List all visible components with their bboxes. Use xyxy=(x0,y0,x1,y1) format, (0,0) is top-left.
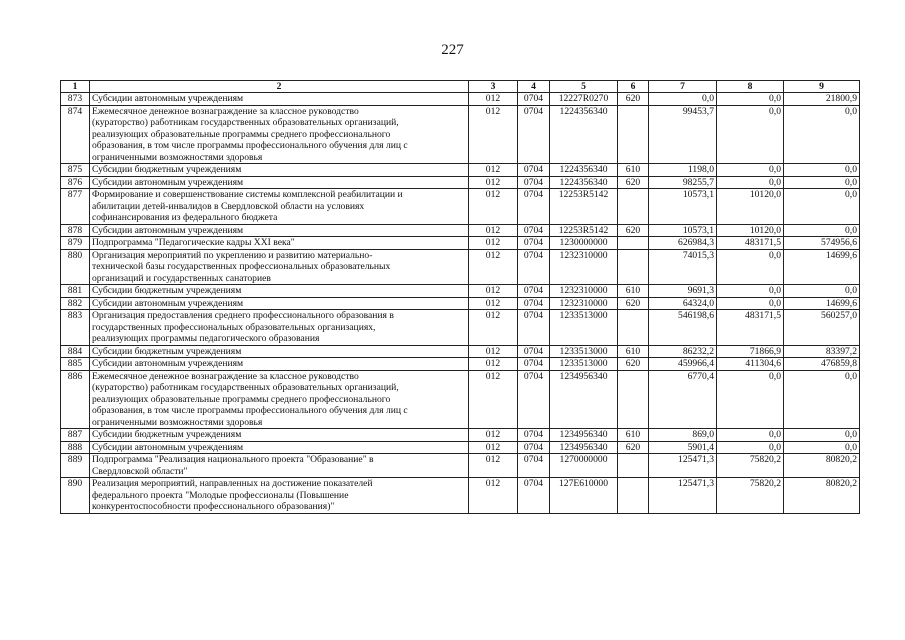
target-article-code: 1234956340 xyxy=(550,370,618,429)
amount-year-3: 0,0 xyxy=(784,176,860,189)
expense-type-code xyxy=(618,370,649,429)
row-number: 875 xyxy=(61,164,90,177)
row-name-text: Реализация мероприятий, направленных на достижение показателей федерального проекта "Молодые профессионалы (Повышение конкурентоспособности профессионального образования)" xyxy=(92,478,373,512)
amount-year-3: 0,0 xyxy=(784,285,860,298)
row-name xyxy=(90,454,469,478)
expense-type-code xyxy=(618,189,649,225)
ministry-code: 012 xyxy=(469,358,518,371)
amount-year-2: 0,0 xyxy=(717,176,784,189)
table-row xyxy=(61,237,860,250)
row-name-text: Организация предоставления среднего профессионального образования в государственных профессиональных образовательных организациях, реализующих программы педагогического образования xyxy=(92,310,394,344)
amount-year-3: 476859,8 xyxy=(784,358,860,371)
section-code: 0704 xyxy=(518,370,550,429)
column-header-8: 8 xyxy=(717,81,784,93)
row-number: 890 xyxy=(61,478,90,514)
section-code: 0704 xyxy=(518,429,550,442)
target-article-code: 12253R5142 xyxy=(550,189,618,225)
target-article-code: 1224356340 xyxy=(550,176,618,189)
row-name-text: Субсидии бюджетным учреждениям xyxy=(92,345,242,357)
ministry-code: 012 xyxy=(469,93,518,106)
row-name-text: Субсидии бюджетным учреждениям xyxy=(92,285,242,296)
row-name-text: Ежемесячное денежное вознаграждение за классное руководство (кураторство) работникам государственных образовательных организаций, реализующих образовательные программы среднего профессионального образования, в том числе программы профессионального обучения для лиц с ограниченными возможностями здоровья xyxy=(92,370,408,428)
amount-year-1: 546198,6 xyxy=(649,310,717,346)
row-name xyxy=(90,285,469,298)
column-header-7: 7 xyxy=(649,81,717,93)
ministry-code: 012 xyxy=(469,454,518,478)
amount-year-3: 0,0 xyxy=(784,224,860,237)
amount-year-1: 64324,0 xyxy=(649,297,717,310)
target-article-code: 1232310000 xyxy=(550,285,618,298)
amount-year-3: 21800,9 xyxy=(784,93,860,106)
row-name xyxy=(90,249,469,285)
row-name-text: Формирование и совершенствование системы комплексной реабилитации и абилитации детей-инвалидов в Свердловской области на условиях софинансирования из федерального бюджета xyxy=(92,189,403,223)
row-name xyxy=(90,358,469,371)
row-name-text: Подпрограмма "Педагогические кадры XXI века" xyxy=(92,237,295,248)
section-code: 0704 xyxy=(518,249,550,285)
row-name-text: Подпрограмма "Реализация национального проекта "Образование" в Свердловской области" xyxy=(92,454,374,477)
row-number: 874 xyxy=(61,105,90,164)
target-article-code: 1270000000 xyxy=(550,454,618,478)
row-number: 886 xyxy=(61,370,90,429)
table-body xyxy=(61,93,860,514)
row-name-text: Субсидии автономным учреждениям xyxy=(92,358,244,369)
table-row xyxy=(61,310,860,346)
amount-year-1: 10573,1 xyxy=(649,189,717,225)
amount-year-3: 0,0 xyxy=(784,164,860,177)
expense-type-code: 620 xyxy=(618,224,649,237)
section-code: 0704 xyxy=(518,285,550,298)
amount-year-1: 9691,3 xyxy=(649,285,717,298)
target-article-code: 1233513000 xyxy=(550,345,618,358)
target-article-code: 1234956340 xyxy=(550,429,618,442)
amount-year-1: 98255,7 xyxy=(649,176,717,189)
amount-year-1: 10573,1 xyxy=(649,224,717,237)
row-number: 882 xyxy=(61,297,90,310)
row-name-text: Ежемесячное денежное вознаграждение за классное руководство (кураторство) работникам государственных образовательных организаций, реализующих образовательные программы среднего профессионального образования, в том числе программы профессионального обучения для лиц с ограниченными возможностями здоровья xyxy=(92,105,408,163)
section-code: 0704 xyxy=(518,345,550,358)
expense-type-code: 620 xyxy=(618,297,649,310)
section-code: 0704 xyxy=(518,93,550,106)
table-row xyxy=(61,176,860,189)
row-number: 873 xyxy=(61,93,90,106)
row-name xyxy=(90,164,469,177)
amount-year-3: 560257,0 xyxy=(784,310,860,346)
expense-type-code xyxy=(618,105,649,164)
column-header-5: 5 xyxy=(550,81,618,93)
amount-year-2: 75820,2 xyxy=(717,478,784,514)
amount-year-3: 14699,6 xyxy=(784,297,860,310)
target-article-code: 1230000000 xyxy=(550,237,618,250)
table-row xyxy=(61,189,860,225)
column-header-2: 2 xyxy=(90,81,469,93)
row-number: 887 xyxy=(61,429,90,442)
table-row xyxy=(61,370,860,429)
row-name xyxy=(90,237,469,250)
row-name xyxy=(90,93,469,106)
ministry-code: 012 xyxy=(469,164,518,177)
row-name xyxy=(90,224,469,237)
row-name-text: Субсидии автономным учреждениям xyxy=(92,176,244,188)
expense-type-code: 610 xyxy=(618,429,649,442)
amount-year-3: 0,0 xyxy=(784,441,860,454)
expense-type-code: 620 xyxy=(618,441,649,454)
section-code: 0704 xyxy=(518,478,550,514)
ministry-code: 012 xyxy=(469,249,518,285)
row-number: 876 xyxy=(61,176,90,189)
section-code: 0704 xyxy=(518,297,550,310)
amount-year-1: 459966,4 xyxy=(649,358,717,371)
row-name-text: Субсидии автономным учреждениям xyxy=(92,224,244,236)
ministry-code: 012 xyxy=(469,441,518,454)
expense-type-code: 610 xyxy=(618,285,649,298)
amount-year-2: 0,0 xyxy=(717,105,784,164)
amount-year-2: 75820,2 xyxy=(717,454,784,478)
row-number: 889 xyxy=(61,454,90,478)
amount-year-3: 80820,2 xyxy=(784,478,860,514)
amount-year-2: 0,0 xyxy=(717,441,784,454)
section-code: 0704 xyxy=(518,358,550,371)
expense-type-code xyxy=(618,310,649,346)
table-row xyxy=(61,358,860,371)
column-header-3: 3 xyxy=(469,81,518,93)
section-code: 0704 xyxy=(518,164,550,177)
amount-year-3: 0,0 xyxy=(784,105,860,164)
column-header-4: 4 xyxy=(518,81,550,93)
amount-year-3: 80820,2 xyxy=(784,454,860,478)
amount-year-2: 0,0 xyxy=(717,249,784,285)
ministry-code: 012 xyxy=(469,345,518,358)
amount-year-3: 83397,2 xyxy=(784,345,860,358)
amount-year-2: 0,0 xyxy=(717,429,784,442)
target-article-code: 1224356340 xyxy=(550,164,618,177)
table-row xyxy=(61,478,860,514)
amount-year-2: 0,0 xyxy=(717,285,784,298)
amount-year-2: 0,0 xyxy=(717,164,784,177)
amount-year-3: 574956,6 xyxy=(784,237,860,250)
expense-type-code xyxy=(618,237,649,250)
row-name xyxy=(90,345,469,358)
target-article-code: 1234956340 xyxy=(550,441,618,454)
row-name xyxy=(90,429,469,442)
expense-type-code: 620 xyxy=(618,176,649,189)
target-article-code: 12227R0270 xyxy=(550,93,618,106)
ministry-code: 012 xyxy=(469,224,518,237)
row-number: 881 xyxy=(61,285,90,298)
expense-type-code: 620 xyxy=(618,93,649,106)
amount-year-2: 10120,0 xyxy=(717,224,784,237)
amount-year-2: 411304,6 xyxy=(717,358,784,371)
row-name xyxy=(90,297,469,310)
table-row xyxy=(61,441,860,454)
row-number: 883 xyxy=(61,310,90,346)
row-name xyxy=(90,478,469,514)
section-code: 0704 xyxy=(518,224,550,237)
section-code: 0704 xyxy=(518,237,550,250)
ministry-code: 012 xyxy=(469,429,518,442)
target-article-code: 127E610000 xyxy=(550,478,618,514)
amount-year-2: 0,0 xyxy=(717,297,784,310)
header-row xyxy=(61,81,860,93)
expense-type-code: 620 xyxy=(618,358,649,371)
table-row xyxy=(61,164,860,177)
amount-year-2: 483171,5 xyxy=(717,310,784,346)
row-number: 888 xyxy=(61,441,90,454)
table-row xyxy=(61,454,860,478)
ministry-code: 012 xyxy=(469,189,518,225)
row-number: 878 xyxy=(61,224,90,237)
section-code: 0704 xyxy=(518,441,550,454)
ministry-code: 012 xyxy=(469,297,518,310)
section-code: 0704 xyxy=(518,176,550,189)
section-code: 0704 xyxy=(518,310,550,346)
amount-year-3: 0,0 xyxy=(784,429,860,442)
row-number: 884 xyxy=(61,345,90,358)
row-name-text: Субсидии автономным учреждениям xyxy=(92,441,244,453)
page-number: 227 xyxy=(441,42,464,58)
ministry-code: 012 xyxy=(469,370,518,429)
table-row xyxy=(61,93,860,106)
target-article-code: 1232310000 xyxy=(550,297,618,310)
row-number: 885 xyxy=(61,358,90,371)
amount-year-1: 5901,4 xyxy=(649,441,717,454)
expense-type-code: 610 xyxy=(618,345,649,358)
row-name xyxy=(90,370,469,429)
amount-year-2: 10120,0 xyxy=(717,189,784,225)
amount-year-1: 125471,3 xyxy=(649,478,717,514)
target-article-code: 1233513000 xyxy=(550,310,618,346)
expense-type-code: 610 xyxy=(618,164,649,177)
expense-type-code xyxy=(618,249,649,285)
amount-year-1: 74015,3 xyxy=(649,249,717,285)
row-number: 880 xyxy=(61,249,90,285)
row-name xyxy=(90,189,469,225)
table-row xyxy=(61,224,860,237)
amount-year-3: 0,0 xyxy=(784,370,860,429)
table-row xyxy=(61,105,860,164)
table-row xyxy=(61,285,860,298)
table-row xyxy=(61,297,860,310)
amount-year-1: 99453,7 xyxy=(649,105,717,164)
amount-year-1: 6770,4 xyxy=(649,370,717,429)
column-header-6: 6 xyxy=(618,81,649,93)
amount-year-3: 0,0 xyxy=(784,189,860,225)
section-code: 0704 xyxy=(518,189,550,225)
ministry-code: 012 xyxy=(469,176,518,189)
target-article-code: 1232310000 xyxy=(550,249,618,285)
section-code: 0704 xyxy=(518,454,550,478)
amount-year-1: 1198,0 xyxy=(649,164,717,177)
row-number: 879 xyxy=(61,237,90,250)
budget-table xyxy=(60,80,860,514)
table-row xyxy=(61,345,860,358)
amount-year-2: 0,0 xyxy=(717,370,784,429)
row-name-text: Субсидии бюджетным учреждениям xyxy=(92,429,242,440)
row-number: 877 xyxy=(61,189,90,225)
row-name xyxy=(90,176,469,189)
amount-year-3: 14699,6 xyxy=(784,249,860,285)
amount-year-2: 71866,9 xyxy=(717,345,784,358)
amount-year-2: 483171,5 xyxy=(717,237,784,250)
ministry-code: 012 xyxy=(469,478,518,514)
ministry-code: 012 xyxy=(469,237,518,250)
amount-year-1: 125471,3 xyxy=(649,454,717,478)
amount-year-1: 0,0 xyxy=(649,93,717,106)
table-row xyxy=(61,429,860,442)
column-header-9: 9 xyxy=(784,81,860,93)
row-name-text: Субсидии бюджетным учреждениям xyxy=(92,164,242,175)
row-name xyxy=(90,441,469,454)
amount-year-1: 626984,3 xyxy=(649,237,717,250)
ministry-code: 012 xyxy=(469,285,518,298)
target-article-code: 1224356340 xyxy=(550,105,618,164)
amount-year-2: 0,0 xyxy=(717,93,784,106)
amount-year-1: 869,0 xyxy=(649,429,717,442)
ministry-code: 012 xyxy=(469,310,518,346)
target-article-code: 1233513000 xyxy=(550,358,618,371)
row-name-text: Субсидии автономным учреждениям xyxy=(92,93,244,104)
column-header-1: 1 xyxy=(61,81,90,93)
row-name xyxy=(90,105,469,164)
row-name xyxy=(90,310,469,346)
row-name-text: Субсидии автономным учреждениям xyxy=(92,297,244,309)
expense-type-code xyxy=(618,454,649,478)
expense-type-code xyxy=(618,478,649,514)
amount-year-1: 86232,2 xyxy=(649,345,717,358)
section-code: 0704 xyxy=(518,105,550,164)
row-name-text: Организация мероприятий по укреплению и развитию материально- технической базы государственных профессиональных образовательных организаций и государственных санаториев xyxy=(92,249,391,284)
table-row xyxy=(61,249,860,285)
target-article-code: 12253R5142 xyxy=(550,224,618,237)
ministry-code: 012 xyxy=(469,105,518,164)
